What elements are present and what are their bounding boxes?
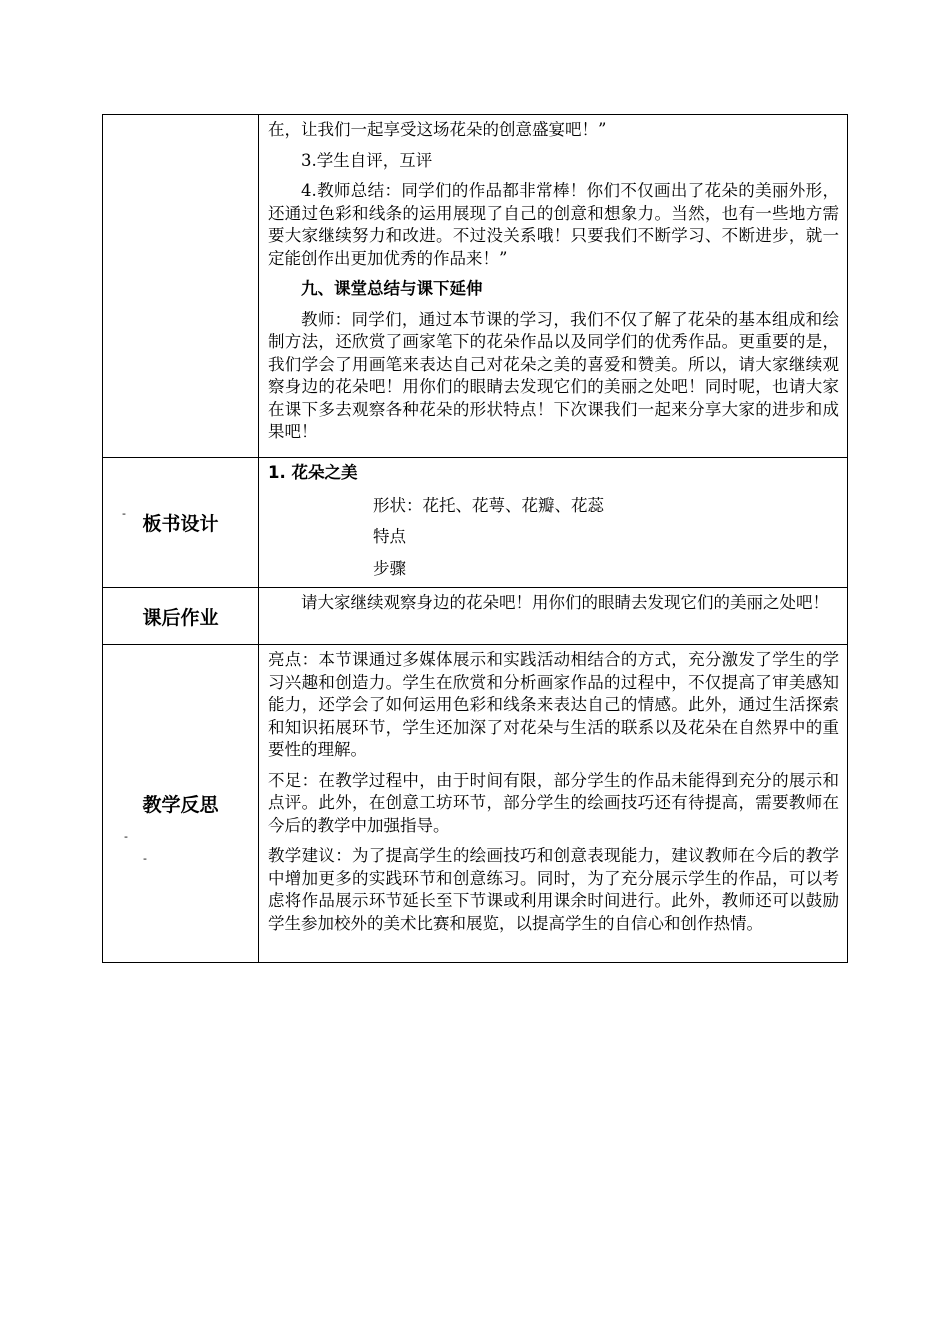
board-line: 步骤: [373, 558, 406, 578]
board-title: 1. 花朵之美: [268, 463, 358, 482]
paragraph: 不足：在教学过程中，由于时间有限，部分学生的作品未能得到充分的展示和点评。此外，在创意工坊环节，部分学生的绘画技巧还有待提高，需要教师在今后的教学中加强指导。: [268, 770, 839, 835]
table-row: [103, 645, 848, 963]
board-design-label: 板书设计: [142, 513, 219, 535]
paragraph: 教学建议：为了提高学生的绘画技巧和创意表现能力，建议教师在今后的教学中增加更多的实践环节和创意练习。同时，为了充分展示学生的作品，可以考虑将作品展示环节延长至下节课或利用课余时间进行。此外，教师还可以鼓励学生参加校外的美术比赛和展览，以提高学生的自信心和创作热情。: [268, 846, 839, 933]
paragraph: 3.学生自评，互评: [301, 150, 433, 170]
homework-cell: [259, 588, 848, 645]
lesson-plan-table: [102, 114, 848, 963]
board-line: 形状：花托、花萼、花瓣、花蕊: [373, 495, 604, 515]
board-cell: [259, 458, 848, 588]
reflection-label: 教学反思: [142, 794, 219, 816]
table-row: [103, 458, 848, 588]
empty-label-cell: [103, 115, 259, 458]
row-label: [103, 458, 259, 588]
paragraph: 教师：同学们，通过本节课的学习，我们不仅了解了花朵的基本组成和绘制方法，还欣赏了画家笔下的花朵作品以及同学们的优秀作品。更重要的是，我们学会了用画笔来表达自己对花朵之美的喜爱和赞美。所以，请大家继续观察身边的花朵吧！用你们的眼睛去发现它们的美丽之处吧！同时呢，也请大家在课下多去观察各种花朵的形状特点！下次课我们一起来分享大家的进步和成果吧！: [268, 309, 839, 441]
paragraph: 4.教师总结：同学们的作品都非常棒！你们不仅画出了花朵的美丽外形，还通过色彩和线条的运用展现了自己的创意和想象力。当然，也有一些地方需要大家继续努力和改进。不过没关系哦！只要我们不断学习、不断进步，就一定能创作出更加优秀的作品来！”: [268, 181, 839, 268]
stray-mark: -: [124, 830, 128, 843]
board-line: 特点: [373, 527, 406, 546]
paragraph: 在，让我们一起享受这场花朵的创意盛宴吧！”: [268, 120, 607, 139]
stray-mark: -: [143, 852, 147, 865]
paragraph: 亮点：本节课通过多媒体展示和实践活动相结合的方式，充分激发了学生的学习兴趣和创造力。学生在欣赏和分析画家作品的过程中，不仅提高了审美感知能力，还学会了如何运用色彩和线条来表达自己的情感。此外，通过生活探索和知识拓展环节，学生还加深了对花朵与生活的联系以及花朵在自然界中的重要性的理解。: [268, 650, 839, 759]
row-label: [103, 588, 259, 645]
stray-mark: -: [122, 507, 126, 520]
homework-text: 请大家继续观察身边的花朵吧！用你们的眼睛去发现它们的美丽之处吧！: [301, 593, 829, 612]
section-heading: 九、课堂总结与课下延伸: [301, 279, 483, 298]
activity-cell: [259, 115, 848, 458]
table-row: [103, 115, 848, 458]
reflection-cell: [259, 645, 848, 963]
homework-label: 课后作业: [142, 606, 219, 629]
row-label: [103, 645, 259, 963]
table-row: [103, 588, 848, 645]
